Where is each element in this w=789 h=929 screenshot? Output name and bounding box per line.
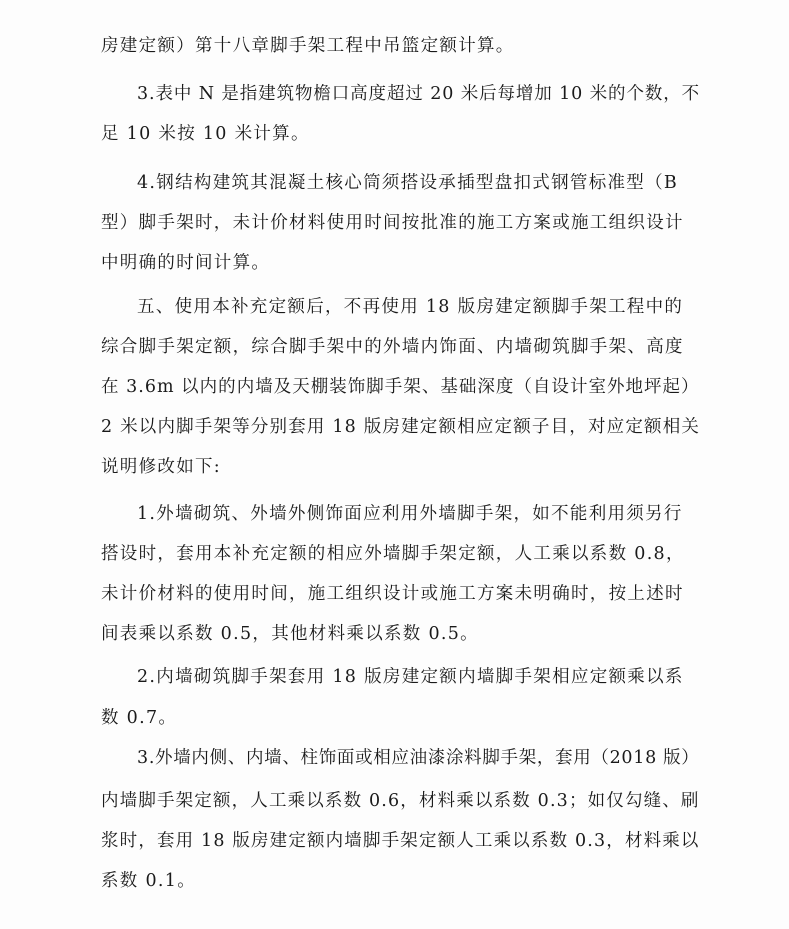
- text-line: 搭设时，套用本补充定额的相应外墙脚手架定额，人工乘以系数 0.8，: [101, 544, 685, 564]
- text-line: 型）脚手架时，未计价材料使用时间按批准的施工方案或施工组织设计: [101, 213, 684, 233]
- text-line: 2 米以内脚手架等分别套用 18 版房建定额相应定额子目，对应定额相关: [101, 417, 701, 437]
- text-line: 未计价材料的使用时间，施工组织设计或施工方案未明确时，按上述时: [101, 584, 684, 604]
- text-line: 五、使用本补充定额后，不再使用 18 版房建定额脚手架工程中的: [137, 297, 684, 317]
- text-line: 内墙脚手架定额，人工乘以系数 0.6，材料乘以系数 0.3；如仅勾缝、刷: [101, 791, 700, 811]
- text-line: 足 10 米按 10 米计算。: [101, 124, 310, 144]
- text-line: 数 0.7。: [101, 708, 178, 728]
- text-line: 1.外墙砌筑、外墙外侧饰面应利用外墙脚手架，如不能利用须另行: [137, 504, 683, 524]
- text-line: 在 3.6m 以内的内墙及天棚装饰脚手架、基础深度（自设计室外地坪起）: [101, 377, 700, 397]
- text-line: 系数 0.1。: [101, 871, 196, 891]
- text-line: 2.内墙砌筑脚手架套用 18 版房建定额内墙脚手架相应定额乘以系: [137, 667, 684, 687]
- text-line: 3.表中 N 是指建筑物檐口高度超过 20 米后每增加 10 米的个数，不: [137, 84, 701, 104]
- text-line: 4.钢结构建筑其混凝土核心筒须搭设承插型盘扣式钢管标准型（B: [137, 173, 679, 193]
- text-line: 房建定额）第十八章脚手架工程中吊篮定额计算。: [101, 36, 515, 56]
- text-line: 综合脚手架定额，综合脚手架中的外墙内饰面、内墙砌筑脚手架、高度: [101, 337, 684, 357]
- text-line: 3.外墙内侧、内墙、柱饰面或相应油漆涂料脚手架，套用（2018 版）: [137, 748, 700, 768]
- text-line: 浆时，套用 18 版房建定额内墙脚手架定额人工乘以系数 0.3，材料乘以: [101, 831, 700, 851]
- text-line: 间表乘以系数 0.5，其他材料乘以系数 0.5。: [101, 624, 479, 644]
- text-line: 中明确的时间计算。: [101, 253, 271, 273]
- text-line: 说明修改如下:: [101, 457, 221, 477]
